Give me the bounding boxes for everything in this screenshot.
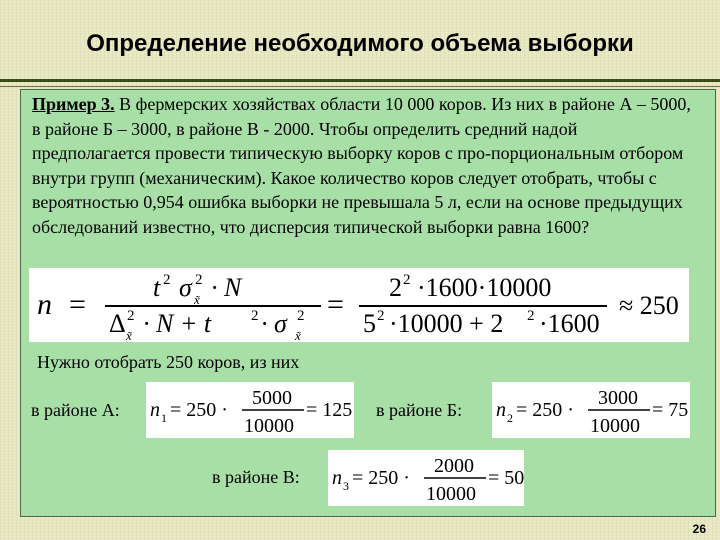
- den-rest: · N + t: [143, 309, 212, 338]
- district-v-var: n: [332, 467, 342, 489]
- num-sigma-sub: x̃: [194, 292, 200, 307]
- page-number: 26: [692, 522, 706, 536]
- example-label: Пример 3.: [32, 94, 115, 114]
- sample-size-formula: [29, 268, 689, 342]
- district-a-den: 10000: [244, 415, 294, 437]
- den2-a-exp: 2: [377, 308, 385, 324]
- district-v-den: 10000: [426, 483, 476, 505]
- den-t-exp: 2: [251, 308, 259, 324]
- district-v-num: 2000: [434, 455, 474, 477]
- num2-base: 2: [389, 273, 402, 302]
- formula-eq2: =: [327, 288, 344, 321]
- district-b-formula: [492, 382, 690, 438]
- district-v-formula: [328, 450, 524, 506]
- district-v-label: в районе В:: [212, 467, 300, 487]
- formula-lhs: n: [37, 288, 52, 321]
- district-v-sub: 3: [343, 479, 349, 493]
- den-delta-sub: x̃: [126, 328, 132, 342]
- title-divider: [0, 79, 720, 87]
- den2-a: 5: [363, 309, 376, 338]
- district-a-formula: [146, 382, 354, 438]
- num-sigma-sup: 2: [195, 272, 203, 288]
- problem-statement: [32, 92, 692, 240]
- num-sigma: σ: [179, 273, 192, 302]
- district-a-result: = 125: [306, 399, 353, 421]
- district-a-coef: = 250 ·: [170, 399, 228, 421]
- formula-approx: ≈ 250: [619, 291, 679, 320]
- den2-b-exp: 2: [527, 308, 535, 324]
- district-b-sub: 2: [507, 411, 513, 425]
- den-sigma-sup: 2: [297, 308, 305, 324]
- result-line: Нужно отобрать 250 коров, из них: [37, 352, 300, 372]
- num-N: · N: [211, 273, 242, 302]
- district-b-result: = 75: [652, 399, 689, 421]
- district-a-sub: 1: [161, 411, 167, 425]
- den2-b: ·10000 + 2: [389, 309, 504, 338]
- num2-exp: 2: [403, 272, 411, 288]
- slide-title: Определение необходимого объема выборки: [86, 30, 634, 57]
- district-a-num: 5000: [252, 387, 292, 409]
- den-delta: Δ: [109, 309, 126, 338]
- den-delta-sup: 2: [127, 308, 135, 324]
- district-a-label: в районе А:: [31, 400, 120, 420]
- district-a-var: n: [150, 399, 160, 421]
- district-v-result: = 50: [488, 467, 524, 489]
- num-t: t: [153, 273, 161, 302]
- formula-eq1: =: [69, 288, 86, 321]
- district-b-den: 10000: [590, 415, 640, 437]
- num-t-exp: 2: [163, 272, 171, 288]
- district-v-coef: = 250 ·: [352, 467, 410, 489]
- den-sigma: · σ: [261, 309, 287, 338]
- district-b-coef: = 250 ·: [516, 399, 574, 421]
- num2-rest: ·1600·10000: [417, 273, 552, 302]
- den2-c: ·1600: [539, 309, 600, 338]
- district-b-num: 3000: [598, 387, 638, 409]
- district-b-var: n: [496, 399, 506, 421]
- district-b-label: в районе Б:: [376, 400, 463, 420]
- example-text: В фермерских хозяйствах области 10 000 коров. Из них в районе А – 5000, в районе Б – 3000, в районе В - 2000. Чтобы определить средний надой предполагается провести типическую выборку коров с про-порциональным отбором внутри групп (механическим). Какое количество коров следует отобрать, чтобы с вероятностью 0,954 ошибка выборки не превышала 5 л, если на основе предыдущих обследований известно, что дисперсия типической выборки равна 1600?: [32, 94, 691, 237]
- den-sigma-sub: x̃: [295, 328, 301, 342]
